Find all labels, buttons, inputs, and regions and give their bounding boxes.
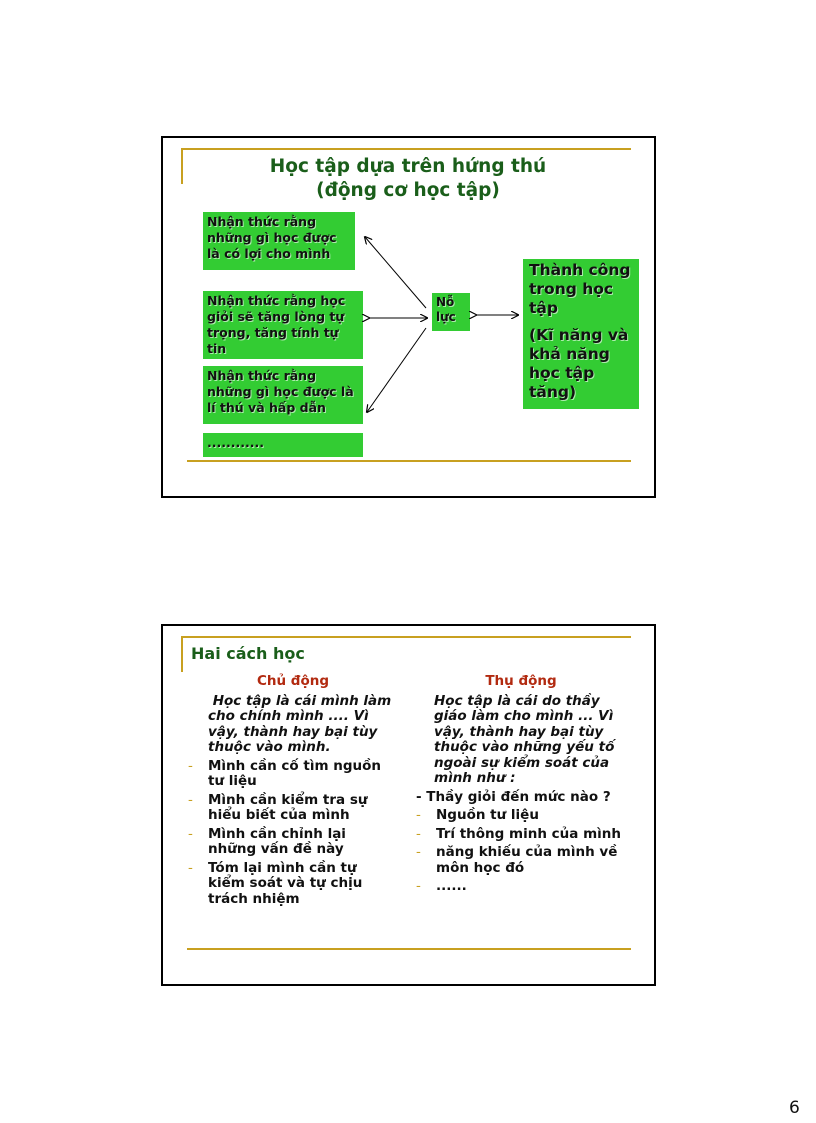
active-item-text: Mình cần kiểm tra sự hiểu biết của mình	[208, 791, 368, 823]
dash-bullet: -	[416, 807, 421, 823]
dash-bullet: -	[188, 859, 193, 876]
active-item	[188, 793, 398, 824]
title-line-1: Học tập dựa trên hứng thú	[269, 156, 547, 177]
title-line-2: (động cơ học tập)	[316, 180, 500, 201]
active-item	[188, 827, 398, 858]
arrow-to-box1	[365, 237, 426, 308]
passive-heading: Thụ động	[485, 673, 557, 689]
active-item-text: Mình cần chỉnh lại những vấn đề này	[208, 825, 346, 857]
dash-bullet: -	[188, 757, 193, 774]
dash-bullet: -	[188, 791, 193, 808]
passive-lead: - Thầy giỏi đến mức nào ?	[416, 788, 611, 805]
active-heading: Chủ động	[256, 673, 330, 689]
slide-2	[161, 624, 656, 986]
page-number: 6	[789, 1098, 800, 1118]
active-item	[188, 759, 398, 790]
slide-1	[161, 136, 656, 498]
passive-item	[416, 808, 626, 824]
dash-bullet: -	[416, 844, 421, 860]
active-paragraph: Học tập là cái mình làm cho chính mình .... Vì vậy, thành hay bại tùy thuộc vào mình.	[208, 692, 396, 755]
result-line-1: Thành công trong học tập	[529, 261, 631, 317]
motivation-box-self-esteem: Nhận thức rằng học giỏi sẽ tăng lòng tự trọng, tăng tính tự tin	[203, 291, 363, 359]
active-item	[188, 861, 398, 908]
active-item-text: Tóm lại mình cần tự kiểm soát và tự chịu trách nhiệm	[208, 859, 363, 907]
passive-learning-column	[416, 674, 626, 895]
arrow-diagram	[163, 138, 658, 500]
result-line-2: (Kĩ năng và khả năng học tập tăng)	[529, 326, 629, 401]
active-learning-column	[188, 674, 398, 907]
motivation-box-interest: Nhận thức rằng những gì học được là lí thú và hấp dẫn	[203, 366, 363, 424]
gold-accent-bottom-2	[187, 948, 631, 950]
passive-item	[416, 827, 626, 843]
slide-2-title: Hai cách học	[191, 644, 305, 663]
dash-bullet: -	[188, 825, 193, 842]
passive-item	[416, 845, 626, 876]
dash-bullet: -	[416, 878, 421, 894]
active-item-text: Mình cần cố tìm nguồn tư liệu	[208, 757, 382, 789]
motivation-box-benefit: Nhận thức rằng những gì học được là có lợi cho mình	[203, 212, 355, 270]
effort-box: Nỗ lực	[432, 293, 470, 331]
passive-item	[416, 879, 626, 895]
passive-item-text: Nguồn tư liệu	[436, 807, 539, 823]
dash-bullet: -	[416, 825, 421, 842]
gold-accent-vertical-2	[181, 636, 183, 672]
passive-item-text: năng khiếu của mình về môn học đó	[436, 844, 618, 876]
passive-paragraph: Học tập là cái do thầy giáo làm cho mình ... Vì vậy, thành hay bại tùy thuộc vào những yếu tố ngoài sự kiểm soát của mình như :	[434, 692, 615, 786]
gold-accent-top-2	[181, 636, 631, 638]
motivation-box-more: ............	[203, 433, 363, 457]
passive-item-text: Trí thông minh của mình	[436, 825, 621, 842]
passive-item-text: ......	[436, 878, 467, 894]
arrow-to-box3	[367, 328, 426, 412]
